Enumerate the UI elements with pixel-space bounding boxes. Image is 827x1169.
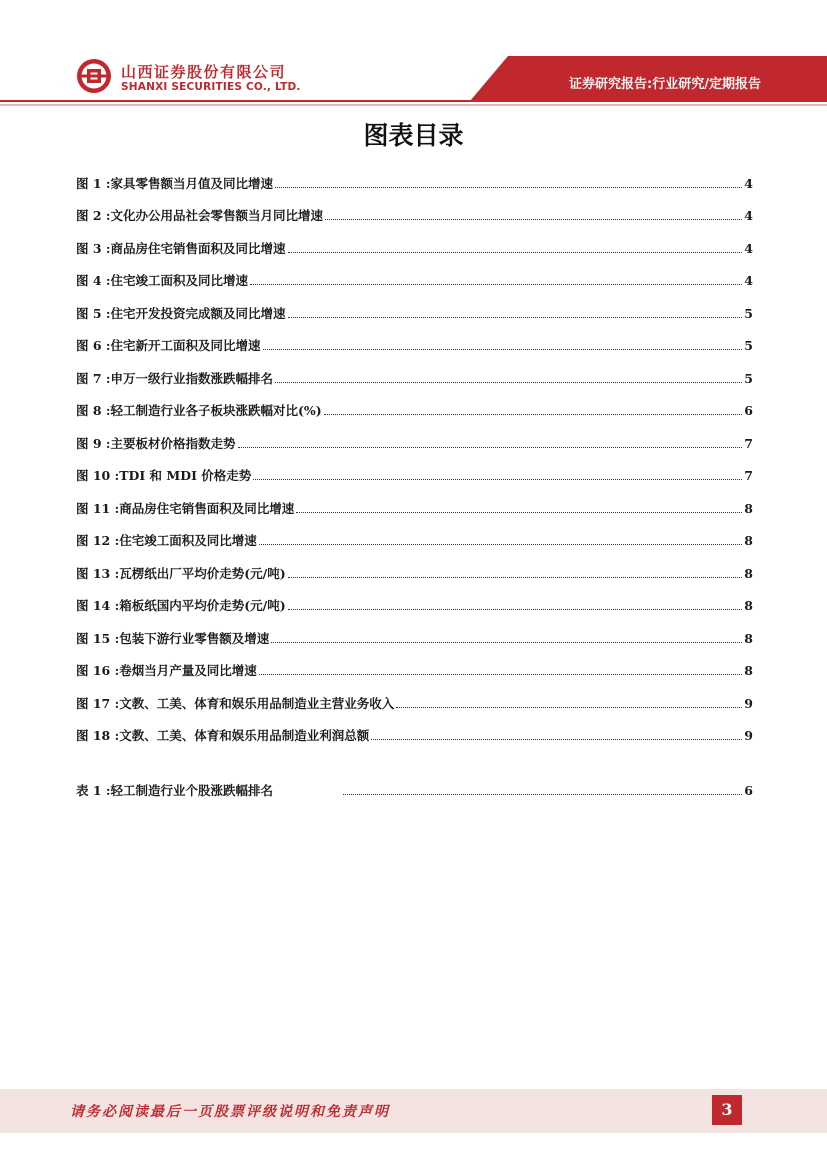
toc-entry-label: 图 8 :轻工制造行业各子板块涨跌幅对比(%) <box>76 403 322 418</box>
table-toc <box>76 766 753 799</box>
figure-toc <box>76 159 753 744</box>
toc-leader-dots <box>259 544 743 545</box>
toc-entry-page: 5 <box>744 305 753 321</box>
toc-entry-page: 7 <box>744 468 753 483</box>
toc-leader-dots <box>263 349 743 350</box>
toc-leader-dots <box>275 187 742 188</box>
toc-entry-label: 图 11 :商品房住宅销售面积及同比增速 <box>76 500 295 516</box>
toc-entry-page: 8 <box>744 533 753 548</box>
toc-entry[interactable] <box>76 387 753 420</box>
toc-entry[interactable] <box>76 766 753 799</box>
toc-entry-page: 4 <box>744 175 753 191</box>
toc-entry[interactable] <box>76 712 753 745</box>
toc-entry-label: 图 7 :申万一级行业指数涨跌幅排名 <box>76 370 274 386</box>
page-title: 图表目录 <box>363 121 464 150</box>
toc-entry[interactable] <box>76 419 753 452</box>
toc-entry[interactable] <box>76 159 753 192</box>
toc-entry-page: 6 <box>744 782 753 798</box>
toc-entry[interactable] <box>76 452 753 485</box>
toc-entry[interactable] <box>76 679 753 712</box>
toc-entry[interactable] <box>76 289 753 322</box>
toc-entry-page: 7 <box>744 435 753 451</box>
toc-leader-dots <box>288 609 743 610</box>
toc-leader-dots <box>324 414 743 415</box>
company-name-en: SHANXI SECURITIES CO., LTD. <box>121 81 301 93</box>
company-name-cn: 山西证券股份有限公司 <box>121 63 287 81</box>
toc-entry[interactable] <box>76 549 753 582</box>
toc-entry-page: 8 <box>744 500 753 516</box>
toc-entry-label: 图 16 :卷烟当月产量及同比增速 <box>76 663 257 678</box>
page-number: 3 <box>712 1095 742 1125</box>
toc-entry-page: 4 <box>744 240 753 256</box>
toc-leader-dots <box>296 512 742 513</box>
toc-entry[interactable] <box>76 192 753 225</box>
toc-leader-dots <box>238 447 743 448</box>
toc-entry-label: 图 10 :TDI 和 MDI 价格走势 <box>76 468 252 483</box>
disclaimer-notice: 请务必阅读最后一页股票评级说明和免责声明 <box>70 1104 390 1120</box>
toc-entry[interactable] <box>76 224 753 257</box>
toc-entry-label: 图 14 :箱板纸国内平均价走势(元/吨) <box>76 598 286 613</box>
toc-entry-label: 图 9 :主要板材价格指数走势 <box>76 435 236 451</box>
toc-entry-page: 4 <box>744 208 753 223</box>
toc-entry-page: 8 <box>744 565 753 581</box>
toc-entry-page: 5 <box>744 338 753 353</box>
toc-leader-dots <box>288 577 743 578</box>
toc-entry-page: 6 <box>744 403 753 418</box>
toc-leader-dots <box>259 674 743 675</box>
toc-entry-page: 9 <box>744 695 753 711</box>
toc-entry[interactable] <box>76 517 753 550</box>
toc-leader-dots <box>253 479 742 480</box>
toc-entry-page: 9 <box>744 728 753 743</box>
toc-entry-label: 图 3 :商品房住宅销售面积及同比增速 <box>76 240 286 256</box>
toc-entry-label: 图 17 :文教、工美、体育和娱乐用品制造业主营业务收入 <box>76 695 395 711</box>
toc-entry-label: 图 6 :住宅新开工面积及同比增速 <box>76 338 261 353</box>
report-type-tag: 证券研究报告:行业研究/定期报告 <box>569 77 761 92</box>
toc-entry-label: 图 15 :包装下游行业零售额及增速 <box>76 630 270 646</box>
toc-entry-page: 8 <box>744 598 753 613</box>
toc-entry-label: 图 4 :住宅竣工面积及同比增速 <box>76 273 249 288</box>
toc-entry-label: 图 5 :住宅开发投资完成额及同比增速 <box>76 305 286 321</box>
toc-entry-page: 5 <box>744 370 753 386</box>
toc-entry-page: 8 <box>744 663 753 678</box>
toc-leader-dots <box>250 284 742 285</box>
toc-entry-label: 图 1 :家具零售额当月值及同比增速 <box>76 175 274 191</box>
toc-leader-dots <box>371 739 742 740</box>
shanxi-securities-logo-icon <box>76 58 112 94</box>
toc-entry[interactable] <box>76 647 753 680</box>
toc-leader-dots <box>288 317 743 318</box>
toc-entry[interactable] <box>76 582 753 615</box>
toc-leader-dots <box>396 707 742 708</box>
toc-entry-label: 图 12 :住宅竣工面积及同比增速 <box>76 533 257 548</box>
toc-leader-dots <box>275 382 742 383</box>
toc-entry-label: 图 2 :文化办公用品社会零售额当月同比增速 <box>76 208 324 223</box>
toc-leader-dots <box>343 794 742 795</box>
toc-entry[interactable] <box>76 614 753 647</box>
toc-entry[interactable] <box>76 257 753 290</box>
page-header <box>0 0 827 110</box>
toc-entry-label: 图 13 :瓦楞纸出厂平均价走势(元/吨) <box>76 565 286 581</box>
toc-entry[interactable] <box>76 322 753 355</box>
toc-entry-page: 8 <box>744 630 753 646</box>
toc-entry-page: 4 <box>744 273 753 288</box>
toc-entry[interactable] <box>76 354 753 387</box>
toc-entry-label: 图 18 :文教、工美、体育和娱乐用品制造业利润总额 <box>76 728 370 743</box>
toc-leader-dots <box>288 252 743 253</box>
toc-leader-dots <box>271 642 742 643</box>
toc-leader-dots <box>325 219 742 220</box>
toc-entry[interactable] <box>76 484 753 517</box>
toc-entry-label: 表 1 :轻工制造行业个股涨跌幅排名 <box>76 782 274 798</box>
